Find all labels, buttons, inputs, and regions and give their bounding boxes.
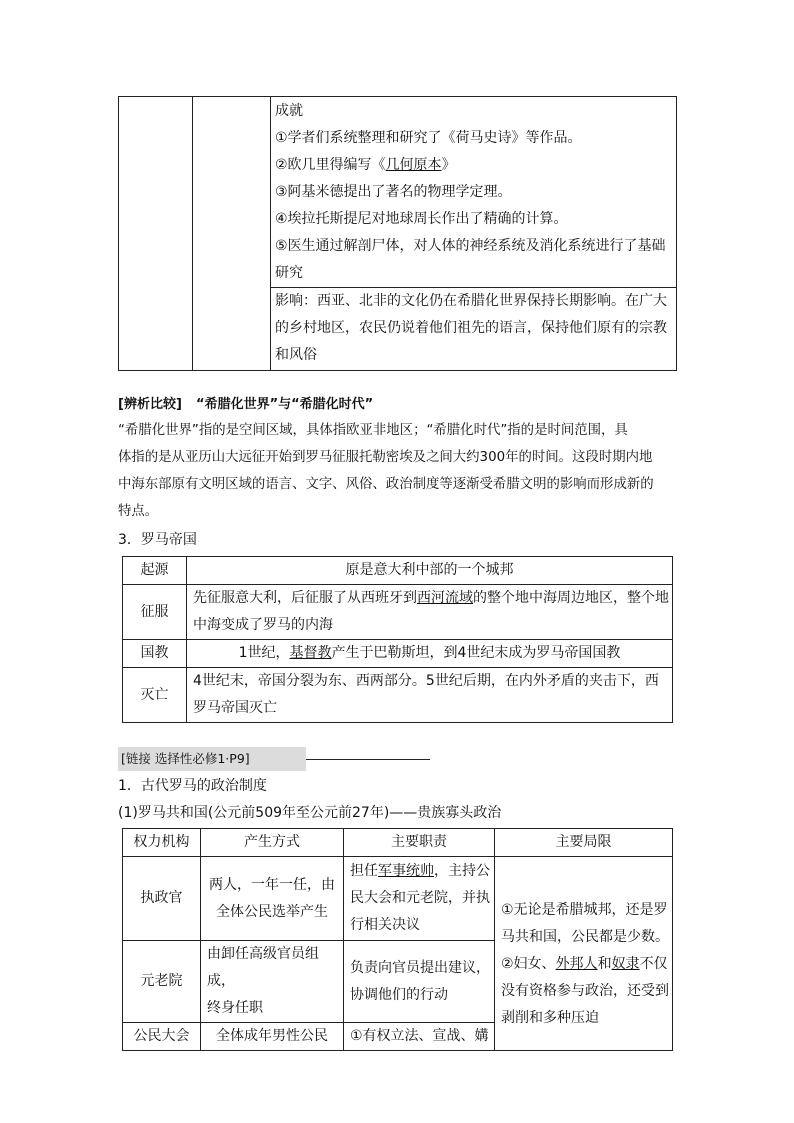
rome-line: 先征服意大利，后征服了从西班牙到西河流域的整个地中海周边地区，整个地: [193, 590, 669, 606]
link-rule: [306, 759, 430, 760]
analysis-heading: “希腊化世界”与“希腊化时代”: [196, 397, 374, 412]
achievement-line: ①学者们系统整理和研究了《荷马史诗》等作品。: [275, 130, 582, 146]
rome-label: 灭亡: [123, 668, 187, 723]
header-cell: 产生方式: [201, 829, 344, 857]
limits-line: 没有资格参与政治，还受到: [501, 983, 669, 999]
influence-line: 影响：西亚、北非的文化仍在希腊化世界保持长期影响。在广大: [275, 293, 667, 309]
rome-content: 原是意大利中部的一个城邦: [187, 557, 673, 585]
method-line: 终身任职: [207, 1000, 263, 1016]
body-duty: [344, 941, 495, 1023]
top-table: [118, 96, 677, 371]
section-heading-2: (1)罗马共和国(公元前509年至公元前27年)——贵族寡头政治: [118, 805, 502, 821]
rome-line: 中海变成了罗马的内海: [193, 617, 333, 633]
achievement-cell: [271, 97, 677, 288]
duty-line: 行相关决议: [350, 917, 420, 933]
method-line: 全体公民选举产生: [216, 903, 328, 920]
duty-line: 担任军事统帅，主持公: [350, 863, 490, 879]
achievement-line: ③阿基米德提出了著名的物理学定理。: [275, 184, 512, 200]
influence-line: 和风俗: [275, 347, 317, 363]
analysis-line: “希腊化世界”指的是空间区域，具体指欧亚非地区；“希腊化时代”指的是时间范围，具: [118, 423, 628, 438]
analysis-heading-row: [118, 391, 373, 418]
analysis-tag: [辨析比较]: [118, 397, 182, 412]
rome-label: 起源: [123, 557, 187, 585]
body-name: 元老院: [123, 941, 201, 1023]
method-line: 由卸任高级官员组成，: [207, 946, 319, 989]
influence-cell: [271, 288, 677, 371]
analysis-line: 体指的是从亚历山大远征开始到罗马征服托勒密埃及之间大约300年的时间。这段时期内地: [118, 450, 653, 465]
duty-line: 民大会和元老院，并执: [350, 890, 490, 906]
body-name: 执政官: [123, 857, 201, 941]
body-name: 公民大会: [123, 1023, 201, 1051]
body-method: [201, 941, 344, 1023]
rome-label: 国教: [123, 640, 187, 668]
body-method: [201, 857, 344, 941]
limits-line: ①无论是希腊城邦，还是罗: [501, 902, 668, 918]
top-table-col1: [119, 97, 193, 371]
rome-heading: 3．罗马帝国: [118, 532, 197, 548]
header-cell: 权力机构: [123, 829, 201, 857]
header-cell: 主要职责: [344, 829, 495, 857]
limits-line: 马共和国，公民都是少数。: [501, 929, 669, 945]
rome-content: [187, 585, 673, 640]
top-table-col2: [193, 97, 271, 371]
republic-table: [122, 828, 673, 1051]
analysis-line: 特点。: [118, 504, 159, 519]
analysis-body: [118, 417, 678, 525]
achievement-line: ⑤医生通过解剖尸体，对人体的神经系统及消化系统进行了基础: [275, 238, 666, 254]
duty-line: 负责向官员提出建议，: [350, 959, 490, 976]
influence-line: 的乡村地区，农民仍说着他们祖先的语言，保持他们原有的宗教: [275, 320, 667, 336]
rome-content: 1世纪，基督教产生于巴勒斯坦，到4世纪末成为罗马帝国国教: [187, 640, 673, 668]
link-label-box: [118, 747, 306, 771]
body-duty: ①有权立法、宣战、媾: [344, 1023, 495, 1051]
limits-line: ②妇女、外邦人和奴隶不仅: [501, 956, 668, 972]
achievement-line: ④埃拉托斯提尼对地球周长作出了精确的计算。: [275, 211, 568, 227]
section-heading-1: 1．古代罗马的政治制度: [118, 778, 267, 794]
body-method: 全体成年男性公民: [201, 1023, 344, 1051]
limits-cell: [495, 857, 673, 1051]
rome-line: 4世纪末，帝国分裂为东、西两部分。5世纪后期，在内外矛盾的夹击下，西: [193, 673, 659, 689]
duty-line: 协调他们的行动: [350, 986, 448, 1003]
rome-content: [187, 668, 673, 723]
link-label: [链接 选择性必修1·P9]: [121, 751, 250, 766]
achievement-line: 研究: [275, 265, 303, 281]
rome-line: 罗马帝国灭亡: [193, 700, 277, 716]
limits-line: 剥削和多种压迫: [501, 1010, 599, 1026]
body-duty: [344, 857, 495, 941]
rome-label: 征服: [123, 585, 187, 640]
rome-table: [122, 556, 673, 723]
analysis-line: 中海东部原有文明区域的语言、文字、风俗、政治制度等逐渐受希腊文明的影响而形成新的: [118, 477, 654, 492]
achievement-line: 成就: [275, 103, 303, 119]
achievement-line: ②欧几里得编写《几何原本》: [275, 157, 456, 173]
header-cell: 主要局限: [495, 829, 673, 857]
method-line: 两人，一年一任，由: [209, 876, 335, 893]
